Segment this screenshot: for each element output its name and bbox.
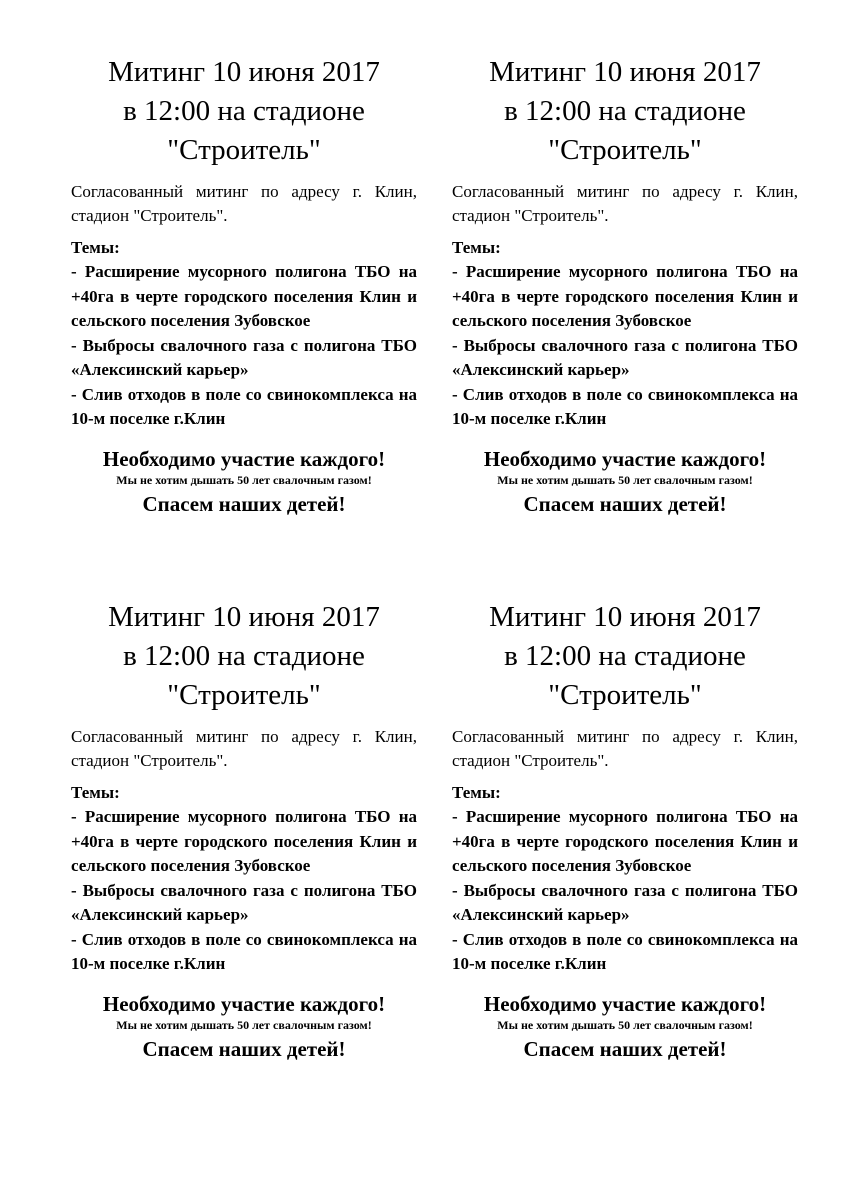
flyer-intro: Согласованный митинг по адресу г. Клин, стадион "Строитель".: [71, 727, 417, 770]
title-line: в 12:00 на стадионе: [123, 95, 365, 127]
slogan: Спасем наших детей!: [523, 491, 727, 516]
call-to-action: Необходимо участие каждого!: [483, 991, 767, 1016]
flyer-bottom-right: [452, 598, 798, 1062]
topics-label: Темы:: [71, 783, 120, 802]
topic-item: - Выбросы свалочного газа с полигона ТБО «Алексинский карьер»: [71, 335, 417, 379]
subtext: Мы не хотим дышать 50 лет свалочным газом!: [116, 472, 372, 487]
call-to-action: Необходимо участие каждого!: [483, 446, 767, 471]
call-to-action: Необходимо участие каждого!: [102, 446, 386, 471]
flyer-bottom-left: [71, 598, 417, 1062]
subtext: Мы не хотим дышать 50 лет свалочным газом!: [497, 472, 753, 487]
topic-item: - Выбросы свалочного газа с полигона ТБО «Алексинский карьер»: [71, 880, 417, 924]
call-to-action: Необходимо участие каждого!: [102, 991, 386, 1016]
subtext: Мы не хотим дышать 50 лет свалочным газом!: [497, 1017, 753, 1032]
flyer-intro: Согласованный митинг по адресу г. Клин, стадион "Строитель".: [452, 182, 798, 225]
flyer-title: [452, 598, 798, 715]
title-line: в 12:00 на стадионе: [504, 95, 746, 127]
flyer-intro: Согласованный митинг по адресу г. Клин, стадион "Строитель".: [452, 727, 798, 770]
title-line: Митинг 10 июня 2017: [489, 56, 761, 88]
slogan: Спасем наших детей!: [523, 1036, 727, 1061]
topics-label: Темы:: [71, 238, 120, 257]
topic-item: - Выбросы свалочного газа с полигона ТБО «Алексинский карьер»: [452, 335, 798, 379]
title-line: Митинг 10 июня 2017: [108, 601, 380, 633]
title-line: Митинг 10 июня 2017: [489, 601, 761, 633]
title-line: Митинг 10 июня 2017: [108, 56, 380, 88]
slogan: Спасем наших детей!: [142, 491, 346, 516]
flyer-title: [71, 598, 417, 715]
flyer-intro: Согласованный митинг по адресу г. Клин, стадион "Строитель".: [71, 182, 417, 225]
title-line: "Строитель": [548, 134, 702, 166]
title-line: в 12:00 на стадионе: [504, 640, 746, 672]
title-line: в 12:00 на стадионе: [123, 640, 365, 672]
topics-label: Темы:: [452, 783, 501, 802]
flyer-top-right: [452, 53, 798, 517]
topic-item: - Слив отходов в поле со свинокомплекса на 10-м поселке г.Клин: [452, 929, 798, 973]
title-line: "Строитель": [167, 134, 321, 166]
slogan: Спасем наших детей!: [142, 1036, 346, 1061]
topic-item: - Расширение мусорного полигона ТБО на +40га в черте городского поселения Клин и сельского поселения Зубовское: [71, 262, 417, 330]
topics-label: Темы:: [452, 238, 501, 257]
flyer-title: [452, 53, 798, 170]
flyer-title: [71, 53, 417, 170]
title-line: "Строитель": [548, 679, 702, 711]
topic-item: - Расширение мусорного полигона ТБО на +40га в черте городского поселения Клин и сельского поселения Зубовское: [452, 807, 798, 875]
topic-item: - Слив отходов в поле со свинокомплекса на 10-м поселке г.Клин: [71, 929, 417, 973]
subtext: Мы не хотим дышать 50 лет свалочным газом!: [116, 1017, 372, 1032]
topic-item: - Слив отходов в поле со свинокомплекса на 10-м поселке г.Клин: [452, 384, 798, 428]
topic-item: - Слив отходов в поле со свинокомплекса на 10-м поселке г.Клин: [71, 384, 417, 428]
title-line: "Строитель": [167, 679, 321, 711]
flyer-top-left: [71, 53, 417, 517]
topic-item: - Расширение мусорного полигона ТБО на +40га в черте городского поселения Клин и сельского поселения Зубовское: [452, 262, 798, 330]
topic-item: - Расширение мусорного полигона ТБО на +40га в черте городского поселения Клин и сельского поселения Зубовское: [71, 807, 417, 875]
topic-item: - Выбросы свалочного газа с полигона ТБО «Алексинский карьер»: [452, 880, 798, 924]
